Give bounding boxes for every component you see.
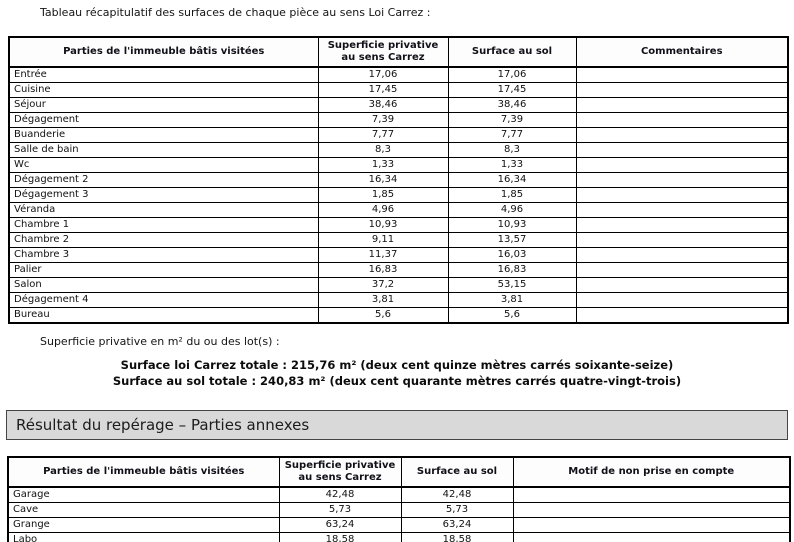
totals-block <box>0 357 794 389</box>
comment-cell <box>576 248 788 263</box>
comment-cell <box>576 98 788 113</box>
room-name-cell: Wc <box>9 158 318 173</box>
annex-carrez-cell: 18,58 <box>279 533 401 542</box>
carrez-value-cell: 4,96 <box>318 203 448 218</box>
annex-motif-cell <box>513 487 790 503</box>
annex-carrez-cell: 63,24 <box>279 518 401 533</box>
carrez-value-cell: 10,93 <box>318 218 448 233</box>
annex-motif-cell <box>513 518 790 533</box>
carrez-value-cell: 11,37 <box>318 248 448 263</box>
room-name-cell: Chambre 2 <box>9 233 318 248</box>
sol-value-cell: 10,93 <box>448 218 576 233</box>
summary-table-title: Tableau récapitulatif des surfaces de chaque pièce au sens Loi Carrez : <box>40 6 431 19</box>
comment-cell <box>576 233 788 248</box>
room-name-cell: Palier <box>9 263 318 278</box>
sol-value-cell: 16,83 <box>448 263 576 278</box>
room-name-cell: Dégagement 2 <box>9 173 318 188</box>
total-carrez-line: Surface loi Carrez totale : 215,76 m² (deux cent quinze mètres carrés soixante-seize) <box>120 358 674 372</box>
table-row <box>9 188 788 203</box>
sol-value-cell: 17,45 <box>448 83 576 98</box>
main-col-header-parts: Parties de l'immeuble bâtis visitées <box>9 37 318 67</box>
carrez-value-cell: 5,6 <box>318 308 448 324</box>
annex-name-cell: Labo <box>8 533 279 542</box>
table-row <box>9 263 788 278</box>
main-table-header-row <box>9 37 788 67</box>
table-row <box>9 113 788 128</box>
room-name-cell: Chambre 1 <box>9 218 318 233</box>
room-name-cell: Salon <box>9 278 318 293</box>
annex-col-header-parts: Parties de l'immeuble bâtis visitées <box>8 457 279 487</box>
annex-name-cell: Grange <box>8 518 279 533</box>
carrez-value-cell: 17,06 <box>318 67 448 83</box>
table-row <box>9 308 788 324</box>
table-row <box>9 233 788 248</box>
annex-sol-cell: 63,24 <box>401 518 513 533</box>
sol-value-cell: 13,57 <box>448 233 576 248</box>
sol-value-cell: 7,77 <box>448 128 576 143</box>
table-row <box>8 533 790 542</box>
room-name-cell: Cuisine <box>9 83 318 98</box>
comment-cell <box>576 203 788 218</box>
sol-value-cell: 53,15 <box>448 278 576 293</box>
comment-cell <box>576 128 788 143</box>
sol-value-cell: 38,46 <box>448 98 576 113</box>
carrez-value-cell: 16,34 <box>318 173 448 188</box>
total-sol-line: Surface au sol totale : 240,83 m² (deux cent quarante mètres carrés quatre-vingt-trois) <box>112 374 682 388</box>
lots-surface-label: Superficie privative en m² du ou des lot(s) : <box>40 335 280 348</box>
room-name-cell: Bureau <box>9 308 318 324</box>
table-row <box>9 203 788 218</box>
carrez-value-cell: 1,33 <box>318 158 448 173</box>
sol-value-cell: 5,6 <box>448 308 576 324</box>
sol-value-cell: 4,96 <box>448 203 576 218</box>
comment-cell <box>576 173 788 188</box>
comment-cell <box>576 143 788 158</box>
annex-col-header-carrez: Superficie privative au sens Carrez <box>279 457 401 487</box>
table-row <box>9 83 788 98</box>
sol-value-cell: 1,33 <box>448 158 576 173</box>
table-row <box>9 98 788 113</box>
comment-cell <box>576 293 788 308</box>
carrez-value-cell: 38,46 <box>318 98 448 113</box>
carrez-value-cell: 7,39 <box>318 113 448 128</box>
table-row <box>9 293 788 308</box>
carrez-value-cell: 9,11 <box>318 233 448 248</box>
room-name-cell: Dégagement <box>9 113 318 128</box>
sol-value-cell: 8,3 <box>448 143 576 158</box>
comment-cell <box>576 83 788 98</box>
sol-value-cell: 1,85 <box>448 188 576 203</box>
carrez-value-cell: 8,3 <box>318 143 448 158</box>
sol-value-cell: 17,06 <box>448 67 576 83</box>
main-col-header-comments: Commentaires <box>576 37 788 67</box>
table-row <box>8 487 790 503</box>
table-row <box>9 218 788 233</box>
table-row <box>9 67 788 83</box>
annex-name-cell: Garage <box>8 487 279 503</box>
room-name-cell: Salle de bain <box>9 143 318 158</box>
comment-cell <box>576 158 788 173</box>
table-row <box>9 248 788 263</box>
comment-cell <box>576 67 788 83</box>
annex-sol-cell: 5,73 <box>401 503 513 518</box>
carrez-value-cell: 16,83 <box>318 263 448 278</box>
carrez-value-cell: 7,77 <box>318 128 448 143</box>
comment-cell <box>576 308 788 324</box>
annex-carrez-cell: 5,73 <box>279 503 401 518</box>
sol-value-cell: 7,39 <box>448 113 576 128</box>
main-col-header-carrez: Superficie privative au sens Carrez <box>318 37 448 67</box>
comment-cell <box>576 218 788 233</box>
table-row <box>9 158 788 173</box>
annex-name-cell: Cave <box>8 503 279 518</box>
annex-table-header-row <box>8 457 790 487</box>
main-col-header-sol: Surface au sol <box>448 37 576 67</box>
annex-col-header-motif: Motif de non prise en compte <box>513 457 790 487</box>
room-name-cell: Entrée <box>9 67 318 83</box>
carrez-value-cell: 17,45 <box>318 83 448 98</box>
room-name-cell: Séjour <box>9 98 318 113</box>
annex-section-title: Résultat du repérage – Parties annexes <box>16 416 310 434</box>
table-row <box>9 143 788 158</box>
table-row <box>9 173 788 188</box>
room-name-cell: Chambre 3 <box>9 248 318 263</box>
comment-cell <box>576 188 788 203</box>
room-name-cell: Buanderie <box>9 128 318 143</box>
carrez-summary-table <box>8 36 789 324</box>
table-row <box>8 503 790 518</box>
annex-sol-cell: 18,58 <box>401 533 513 542</box>
comment-cell <box>576 278 788 293</box>
comment-cell <box>576 113 788 128</box>
table-row <box>9 128 788 143</box>
carrez-value-cell: 3,81 <box>318 293 448 308</box>
annex-sol-cell: 42,48 <box>401 487 513 503</box>
annex-section-header <box>6 410 788 440</box>
annex-motif-cell <box>513 533 790 542</box>
table-row <box>9 278 788 293</box>
annex-motif-cell <box>513 503 790 518</box>
sol-value-cell: 16,03 <box>448 248 576 263</box>
sol-value-cell: 16,34 <box>448 173 576 188</box>
room-name-cell: Véranda <box>9 203 318 218</box>
room-name-cell: Dégagement 3 <box>9 188 318 203</box>
comment-cell <box>576 263 788 278</box>
sol-value-cell: 3,81 <box>448 293 576 308</box>
annex-parts-table <box>7 456 791 542</box>
table-row <box>8 518 790 533</box>
carrez-value-cell: 37,2 <box>318 278 448 293</box>
annex-carrez-cell: 42,48 <box>279 487 401 503</box>
annex-col-header-sol: Surface au sol <box>401 457 513 487</box>
carrez-value-cell: 1,85 <box>318 188 448 203</box>
room-name-cell: Dégagement 4 <box>9 293 318 308</box>
